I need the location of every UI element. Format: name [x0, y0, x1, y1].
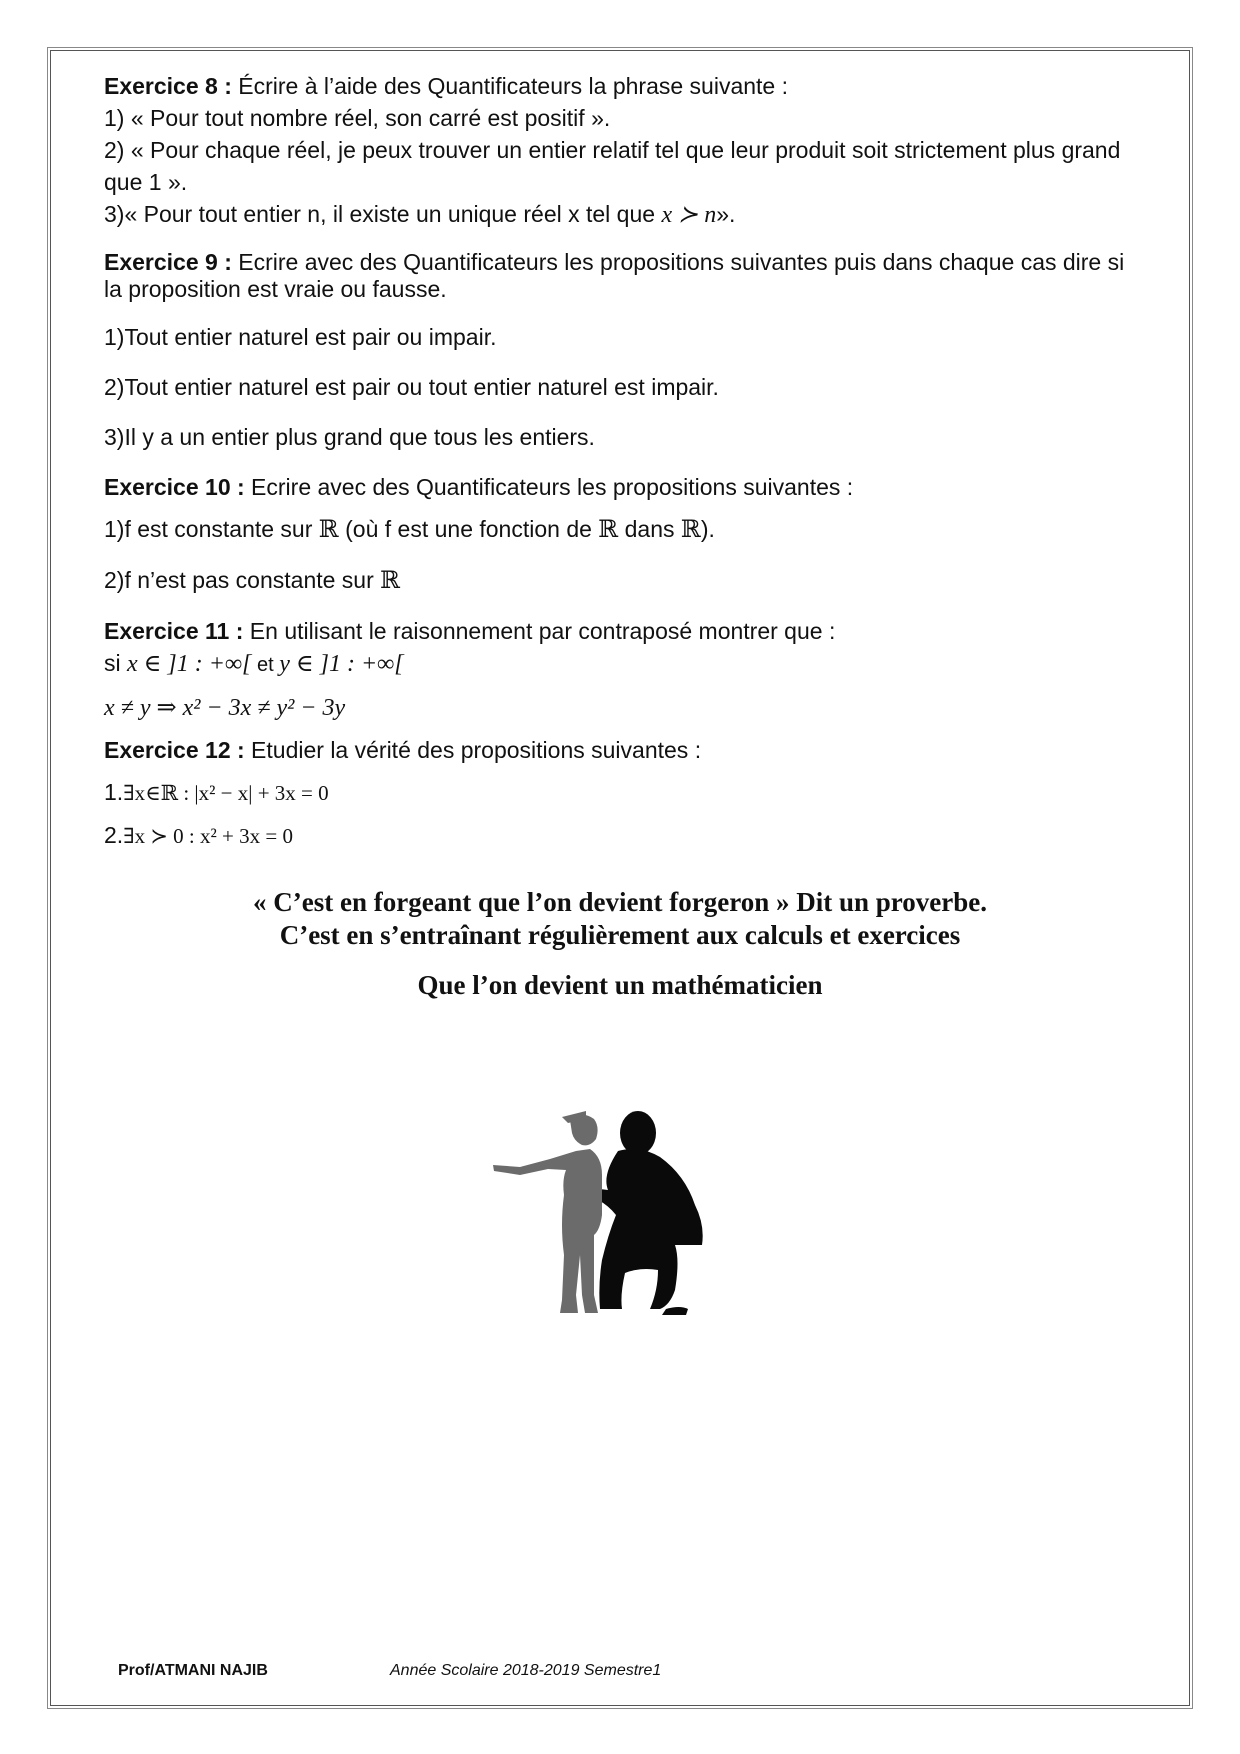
- ex10-q1-c: dans: [618, 516, 681, 542]
- ex10-heading: [104, 471, 1144, 503]
- proverb-line-3: Que l’on devient un mathématicien: [417, 970, 823, 1000]
- real-set-symbol: ℝ: [318, 517, 339, 543]
- ex10-q1-a: 1)f est constante sur: [104, 516, 319, 542]
- ex11-si: si: [104, 650, 127, 676]
- ex8-intro: Écrire à l’aide des Quantificateurs la phrase suivante :: [231, 73, 788, 99]
- child-silhouette: [493, 1111, 602, 1313]
- ex10-q1: [104, 513, 1144, 546]
- ex12-intro: Etudier la vérité des propositions suivantes :: [244, 737, 702, 763]
- ex8-q3: [104, 198, 1144, 231]
- ex12-p1: [104, 776, 1144, 809]
- ex12-title: Exercice 12 :: [104, 737, 245, 763]
- ex8-q3-text: 3)« Pour tout entier n, il existe un unique réel x tel que: [104, 201, 662, 227]
- footer-year: Année Scolaire 2018-2019 Semestre1: [390, 1662, 662, 1679]
- ex8-q2: 2) « Pour chaque réel, je peux trouver un entier relatif tel que leur produit soit strictement plus grand que 1 ».: [104, 137, 1121, 195]
- ex10-q2: [104, 564, 1144, 597]
- ex10-q1-b: (où f est une fonction de: [338, 516, 599, 542]
- ex10-q2-text: 2)f n’est pas constante sur: [104, 567, 381, 593]
- ex9-intro: Ecrire avec des Quantificateurs les propositions suivantes puis dans chaque cas dire si la proposition est vraie ou fausse.: [104, 249, 1125, 302]
- real-set-symbol: ℝ: [680, 517, 701, 543]
- ex9-q1: 1)Tout entier naturel est pair ou impair.: [104, 324, 497, 350]
- ex9-heading: [104, 249, 1144, 303]
- ex12-p2: [104, 819, 1144, 852]
- ex11-condition: [104, 647, 1144, 681]
- ex9-q2: 2)Tout entier naturel est pair ou tout entier naturel est impair.: [104, 374, 719, 400]
- ex10-title: Exercice 10 :: [104, 474, 245, 500]
- exercise-content: [104, 70, 1144, 852]
- ex10-q1-d: ).: [700, 516, 715, 542]
- ex8-q3-end: ».: [716, 201, 736, 227]
- ex12-p2-math: ∃x ≻ 0 : x² + 3x = 0: [123, 824, 293, 848]
- proverb-line-1: « C’est en forgeant que l’on devient forgeron » Dit un proverbe.: [253, 887, 987, 917]
- ex11-et: et: [251, 654, 280, 676]
- ex12-heading: [104, 734, 1144, 766]
- ex11-cond-x: x ∈ ]1 : +∞[: [127, 651, 252, 677]
- footer-author: Prof/ATMANI NAJIB: [118, 1662, 268, 1679]
- ex11-impl: x ≠ y ⇒ x² − 3x ≠ y² − 3y: [104, 695, 346, 721]
- ex11-cond-y: y ∈ ]1 : +∞[: [279, 651, 404, 677]
- ex12-n1: 1.: [104, 779, 124, 805]
- ex9-q3: 3)Il y a un entier plus grand que tous les entiers.: [104, 424, 595, 450]
- ex8-q1: 1) « Pour tout nombre réel, son carré est positif ».: [104, 105, 611, 131]
- ex12-p1-math: ∃x∈ℝ : |x² − x| + 3x = 0: [123, 781, 329, 805]
- ex8-q3-math: x ≻ n: [661, 202, 717, 228]
- proverb-line-2: C’est en s’entraînant régulièrement aux calculs et exercices: [279, 920, 961, 950]
- ex8-title: Exercice 8 :: [104, 73, 232, 99]
- real-set-symbol: ℝ: [380, 568, 401, 594]
- ex11-implication: [104, 691, 1144, 724]
- teacher-child-silhouette: [490, 1095, 730, 1320]
- real-set-symbol: ℝ: [598, 517, 619, 543]
- ex8-heading: [104, 70, 1144, 102]
- ex11-heading: [104, 615, 1144, 647]
- ex11-title: Exercice 11 :: [104, 618, 244, 644]
- ex11-intro: En utilisant le raisonnement par contraposé montrer que :: [243, 618, 836, 644]
- ex10-intro: Ecrire avec des Quantificateurs les propositions suivantes :: [244, 474, 854, 500]
- ex12-n2: 2.: [104, 822, 124, 848]
- ex9-title: Exercice 9 :: [104, 249, 232, 275]
